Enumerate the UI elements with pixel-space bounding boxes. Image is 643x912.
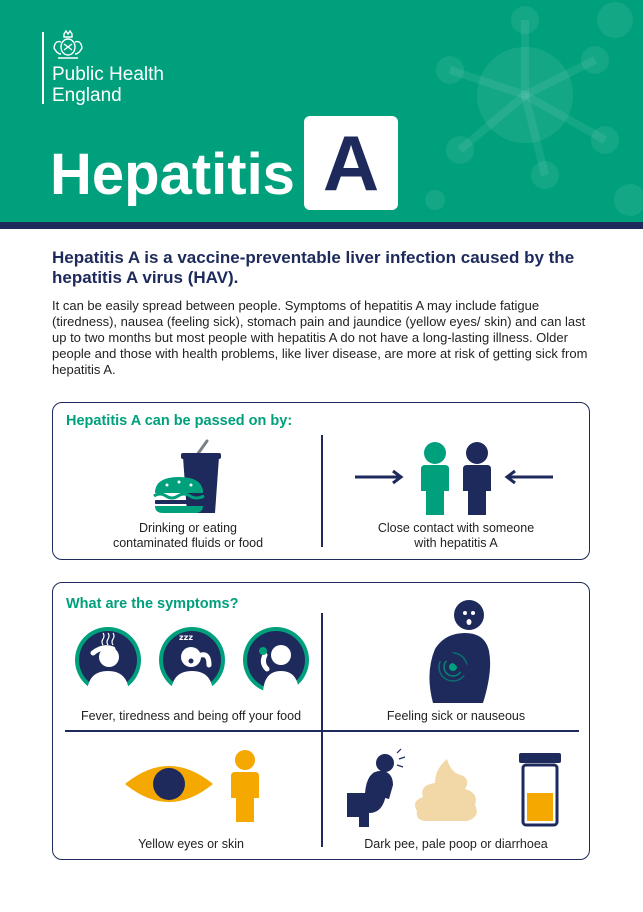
symptom-caption-nausea: Feeling sick or nauseous [386,709,526,723]
header-banner [0,0,643,222]
intro-lead: Hepatitis A is a vaccine-preventable liver infection caused by the hepatitis A virus (HAV). [52,248,575,287]
toilet-stool-urine-icon [343,749,573,829]
royal-crest-icon [50,30,86,62]
org-name-line2: England [52,85,122,106]
food-drink-icon [151,437,231,517]
logo-divider [42,32,44,104]
transmission-title: Hepatitis A can be passed on by: [66,413,293,429]
caption-line: Drinking or eating [139,521,237,535]
close-contact-icon [353,441,563,517]
caption-line: with hepatitis A [414,536,498,550]
symptom-caption-fever: Fever, tiredness and being off your food [80,709,302,723]
page-title: Hepatitis [50,142,295,207]
fever-icon [73,625,143,695]
organisation-name [52,64,202,106]
symptoms-horizontal-divider [65,730,579,732]
header-underline [0,222,643,229]
svg-text:zzz: zzz [179,633,193,642]
transmission-divider [321,435,323,547]
symptom-caption-jaundice: Yellow eyes or skin [138,837,244,851]
transmission-caption-contact [341,521,571,551]
page-title-letter: A [304,116,398,210]
org-name-line1: Public Health [52,64,164,85]
intro-body: It can be easily spread between people. Symptoms of hepatitis A may include fatigue (tiredness), nausea (feeling sick), stomach pain and jaundice (yellow eyes/ skin) and can last up to two months but most people with hepatitis A do not have a long-lasting illness. Older people and those with health problems, like liver disease, are more at risk of getting sick from hepatitis A. [52,298,588,377]
transmission-caption-food [73,521,303,551]
caption-line: contaminated fluids or food [112,536,264,550]
jaundice-icon [123,748,293,828]
transmission-panel [52,402,590,560]
symptoms-title: What are the symptoms? [66,596,239,612]
virus-pattern-icon [405,0,643,222]
symptom-caption-stool: Dark pee, pale poop or diarrhoea [364,837,548,851]
off-food-icon [241,625,311,695]
symptoms-panel [52,582,590,860]
nausea-icon [413,595,503,705]
caption-line: Close contact with someone [377,521,535,535]
tiredness-icon [157,625,227,695]
